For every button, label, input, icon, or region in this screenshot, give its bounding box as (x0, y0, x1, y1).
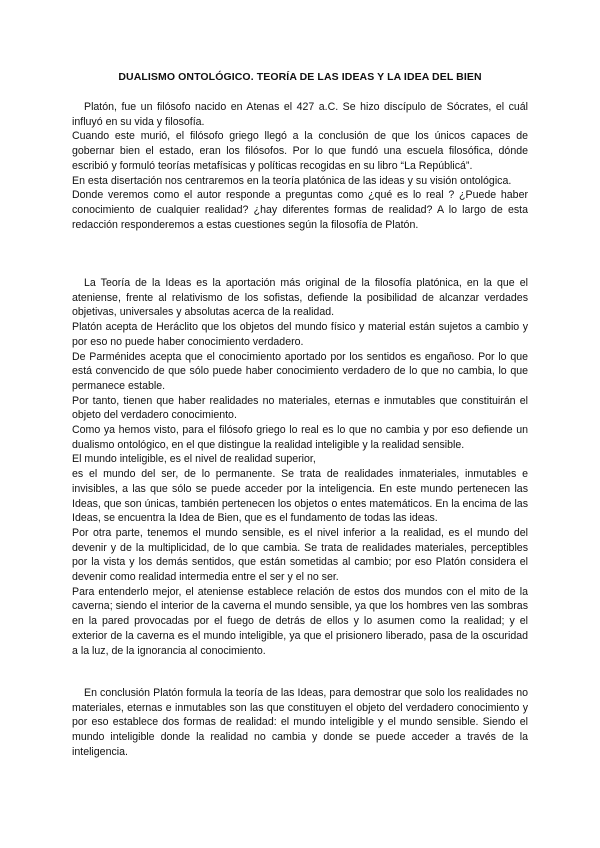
paragraph: La Teoría de la Ideas es la aportación más original de la filosofía platónica, en la que el ateniense, frente al relativismo de los sofistas, defiende la posibilidad de alcanzar verdades objetivas, universales y absolutas acerca de la realidad. (72, 277, 528, 319)
paragraph: es el mundo del ser, de lo permanente. Se trata de realidades inmateriales, inmutables e invisibles, a las que sólo se puede acceder por la inteligencia. En este mundo pertenecen las Ideas, que son únicas, también pertenecen los objetos o entes matemáticos. En la encima de las Ideas, se encuentra la Idea de Bien, que es el fundamento de todas las ideas. (72, 468, 528, 525)
paragraph: En esta disertación nos centraremos en la teoría platónica de las ideas y su visión ontológica. (72, 174, 512, 187)
paragraph: Cuando este murió, el filósofo griego llegó a la conclusión de que los únicos capaces de gobernar bien el estado, eran los filósofos. Por lo que fundó una escuela filosófica, dónde escribió y formuló teorías metafísicas y políticas recogidas en su libro “La Repúblicá”. (72, 130, 528, 172)
paragraph: Platón, fue un filósofo nacido en Atenas el 427 a.C. Se hizo discípulo de Sócrates, el cuál influyó en su vida y filosofía. (72, 101, 528, 128)
development-section (72, 276, 528, 658)
paragraph: Como ya hemos visto, para el filósofo griego lo real es lo que no cambia y por eso defiende un dualismo ontológico, en el que distingue la realidad inteligible y la realidad sensible. (72, 424, 528, 451)
paragraph: Platón acepta de Heráclito que los objetos del mundo físico y material están sujetos a cambio y por eso no puede haber conocimiento verdadero. (72, 321, 528, 348)
introduction-section (72, 100, 528, 232)
paragraph: Donde veremos como el autor responde a preguntas como ¿qué es lo real ? ¿Puede haber conocimiento de cualquier realidad? ¿hay diferentes formas de realidad? A lo largo de esta redacción responderemos a estas cuestiones según la filosofía de Platón. (72, 189, 528, 231)
paragraph: Para entenderlo mejor, el ateniense establece relación de estos dos mundos con el mito de la caverna; siendo el interior de la caverna el mundo sensible, ya que los hombres ven las sombras en la pared provocadas por el fuego de detrás de ellos y lo asumen como la realidad; y el exterior de la caverna es el mundo inteligible, ya que el prisionero liberado, pasa de la oscuridad a la luz, de la ignorancia al conocimiento. (72, 585, 528, 657)
paragraph: Por tanto, tienen que haber realidades no materiales, eternas e inmutables que constituirán el objeto del verdadero conocimiento. (72, 394, 528, 422)
document-title: DUALISMO ONTOLÓGICO. TEORÍA DE LAS IDEAS Y LA IDEA DEL BIEN (118, 71, 482, 83)
conclusion-section (72, 686, 528, 760)
paragraph: De Parménides acepta que el conocimiento aportado por los sentidos es engañoso. Por lo que está convencido de que sólo puede haber conocimiento verdadero de lo que no cambia, lo que permanece estable. (72, 350, 528, 392)
paragraph: Por otra parte, tenemos el mundo sensible, es el nivel inferior a la realidad, es el mundo del devenir y de la multiplicidad, de lo que cambia. Se trata de realidades materiales, perceptibles por la vista y los demás sentidos, que están sometidas al cambio; por eso Platón considera el devenir como realidad intermedia entre el ser y el no ser. (72, 526, 528, 584)
paragraph: En conclusión Platón formula la teoría de las Ideas, para demostrar que solo los realidades no materiales, eternas e inmutables son las que constituyen el objeto del verdadero conocimiento y por eso establece dos formas de realidad: el mundo inteligible y el mundo sensible. Siendo el mundo inteligible donde la realidad no cambia y donde se puede acceder a través de la inteligencia. (72, 687, 528, 758)
paragraph: El mundo inteligible, es el nivel de realidad superior, (72, 453, 316, 466)
